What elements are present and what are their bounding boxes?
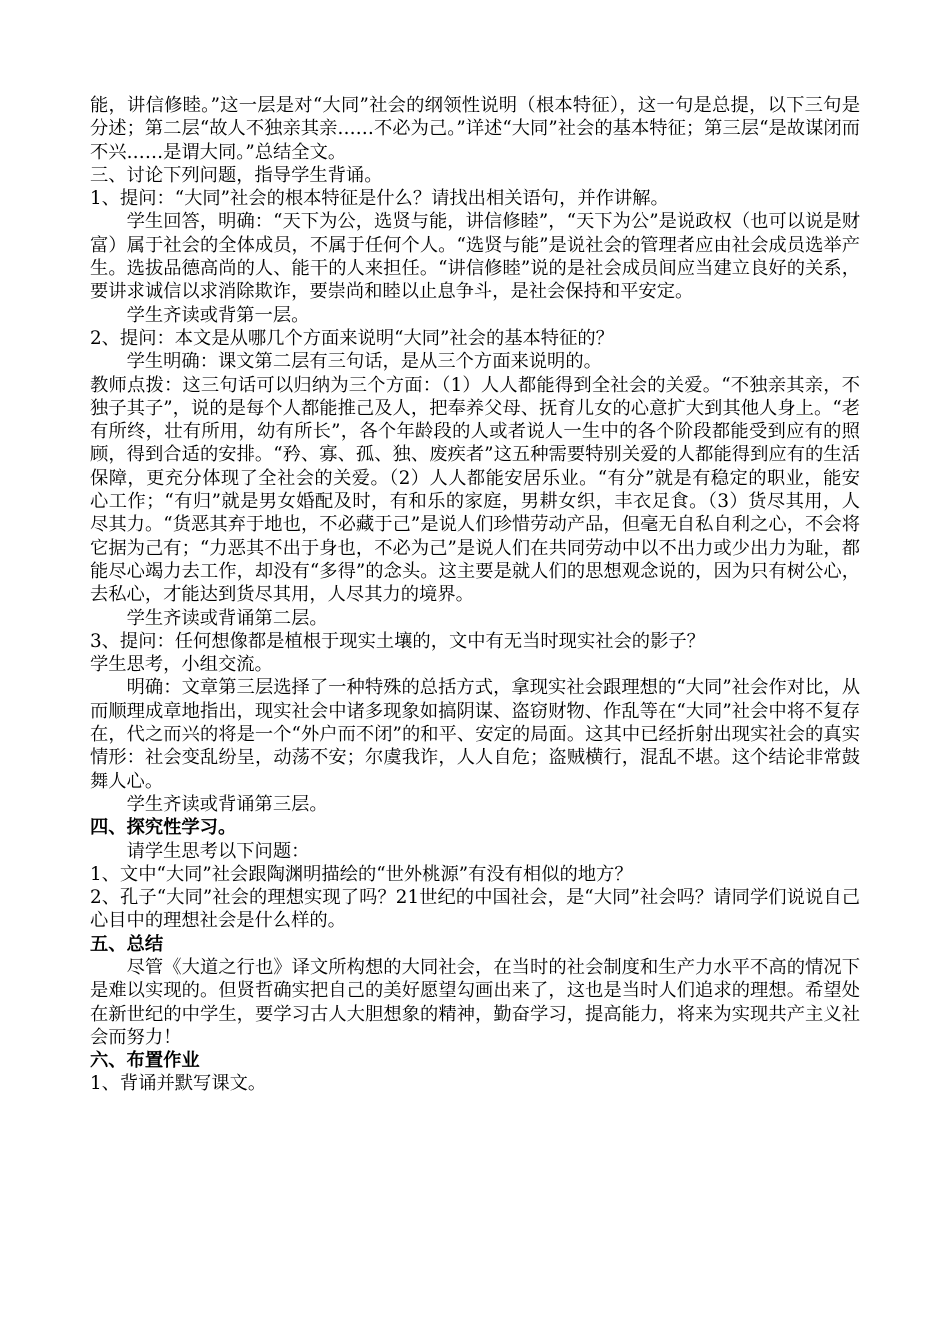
paragraph: 请学生思考以下问题： (126, 840, 310, 862)
instruction-paragraph: 学生齐读或背诵第二层。 (126, 607, 328, 629)
question-paragraph: 2、孔子“大同”社会的理想实现了吗？21世纪的中国社会，是“大同”社会吗？请同学们说说自己心目中的理想社会是什么样的。 (90, 887, 860, 932)
question-paragraph: 2、提问：本文是从哪几个方面来说明“大同”社会的基本特征的？ (90, 327, 614, 349)
summary-paragraph: 尽管《大道之行也》译文所构想的大同社会，在当时的社会制度和生产力水平不高的情况下是难以实现的。但贤哲确实把自己的美好愿望勾画出来了，这也是当时人们追求的理想。希望处在新世纪的中学生，要学习古人大胆想象的精神，勤奋学习，提高能力，将来为实现共产主义社会而努力！ (90, 956, 860, 1048)
document-page (90, 94, 860, 1096)
question-paragraph: 3、提问：任何想像都是植根于现实土壤的，文中有无当时现实社会的影子？ (90, 630, 705, 652)
question-paragraph: 1、文中“大同”社会跟陶渊明描绘的“世外桃源”有没有相似的地方？ (90, 863, 633, 885)
question-paragraph: 1、提问：“大同”社会的根本特征是什么？请找出相关语句，并作讲解。 (90, 188, 669, 210)
section-heading: 六、布置作业 (90, 1050, 200, 1072)
instruction-paragraph: 学生齐读或背诵第三层。 (126, 793, 328, 815)
paragraph: 能，讲信修睦。”这一层是对“大同”社会的纲领性说明（根本特征），这一句是总提，以下三句是分述；第二层“故人不独亲其亲……不必为己。”详述“大同”社会的基本特征；第三层“是故谋闭而不兴……是谓大同。”总结全文。 (90, 95, 860, 163)
answer-paragraph: 学生明确：课文第二层有三句话，是从三个方面来说明的。 (126, 351, 602, 373)
homework-item: 1、背诵并默写课文。 (90, 1073, 267, 1095)
paragraph: 学生思考，小组交流。 (90, 654, 273, 676)
answer-paragraph: 明确：文章第三层选择了一种特殊的总括方式，拿现实社会跟理想的“大同”社会作对比，从而顺理成章地指出，现实社会中诸多现象如搞阴谋、盗窃财物、作乱等在“大同”社会中将不复存在，代之而兴的将是一个“外户而不闭”的和平、安定的局面。这其中已经折射出现实社会的真实情形：社会变乱纷呈，动荡不安；尔虞我诈，人人自危；盗贼横行，混乱不堪。这个结论非常鼓舞人心。 (90, 677, 860, 792)
section-heading: 三、讨论下列问题，指导学生背诵。 (90, 164, 383, 186)
answer-paragraph: 学生回答，明确：“天下为公，选贤与能，讲信修睦”，“天下为公”是说政权（也可以说是财富）属于社会的全体成员，不属于任何个人。“选贤与能”是说社会的管理者应由社会成员选举产生。选拔品德高尚的人、能干的人来担任。“讲信修睦”说的是社会成员间应当建立良好的关系，要讲求诚信以求消除欺诈，要崇尚和睦以止息争斗，是社会保持和平安定。 (90, 211, 860, 303)
teacher-note-paragraph: 教师点拨：这三句话可以归纳为三个方面：（1）人人都能得到全社会的关爱。“不独亲其亲，不独子其子”，说的是每个人都能推己及人，把奉养父母、抚育儿女的心意扩大到其他人身上。“老有所终，壮有所用，幼有所长”，各个年龄段的人或者说人一生中的各个阶段都能受到应有的照顾，得到合适的安排。“矜、寡、孤、独、废疾者”这五种需要特别关爱的人都能得到应有的生活保障，更充分体现了全社会的关爱。（2）人人都能安居乐业。“有分”就是有稳定的职业，能安心工作；“有归”就是男女婚配及时，有和乐的家庭，男耕女织，丰衣足食。（3）货尽其用，人尽其力。“货恶其弃于地也，不必藏于己”是说人们珍惜劳动产品，但毫无自私自利之心，不会将它据为己有；“力恶其不出于身也，不必为己”是说人们在共同劳动中以不出力或少出力为耻，都能尽心竭力去工作，却没有“多得”的念头。这主要是就人们的思想观念说的，因为只有树公心，去私心，才能达到货尽其用，人尽其力的境界。 (90, 374, 860, 606)
section-heading: 五、总结 (90, 933, 164, 955)
section-heading: 四、探究性学习。 (90, 817, 237, 839)
instruction-paragraph: 学生齐读或背第一层。 (126, 304, 310, 326)
